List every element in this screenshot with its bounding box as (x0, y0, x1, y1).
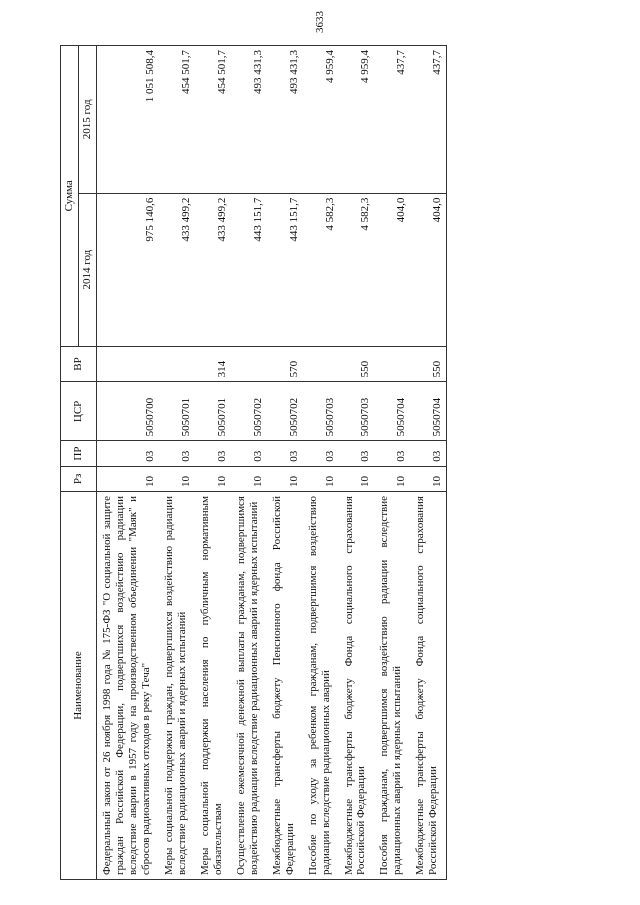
row-csr: 5050704 (374, 382, 410, 441)
row-2014: 433 499,2 (195, 193, 231, 346)
row-name: Межбюджетные трансферты бюджету Фонда социального страхования Российской Федерации (339, 492, 375, 880)
table-row (159, 46, 195, 880)
row-pr: 03 (339, 441, 375, 466)
row-rz: 10 (96, 466, 158, 491)
row-2015: 454 501,7 (195, 46, 231, 194)
row-2014: 443 151,7 (231, 193, 267, 346)
row-2014: 443 151,7 (267, 193, 303, 346)
budget-table (60, 45, 447, 880)
row-2014: 4 582,3 (303, 193, 339, 346)
table-row (374, 46, 410, 880)
row-vr: 570 (267, 346, 303, 382)
row-2014: 975 140,6 (96, 193, 158, 346)
row-2014: 404,0 (410, 193, 446, 346)
row-name: Осуществление ежемесячной денежной выплаты гражданам, подвергшимся воздействию радиации вследствие радиационных аварий и ядерных испытаний (231, 492, 267, 880)
table-row (410, 46, 446, 880)
table-header (61, 46, 97, 880)
row-pr: 03 (159, 441, 195, 466)
row-vr (96, 346, 158, 382)
row-rz: 10 (339, 466, 375, 491)
table-row (195, 46, 231, 880)
row-pr: 03 (303, 441, 339, 466)
header-pr: ПР (61, 441, 97, 466)
row-rz: 10 (303, 466, 339, 491)
row-2014: 404,0 (374, 193, 410, 346)
row-2014: 4 582,3 (339, 193, 375, 346)
row-rz: 10 (374, 466, 410, 491)
row-2015: 1 051 508,4 (96, 46, 158, 194)
header-rz: Рз (61, 466, 97, 491)
row-vr: 550 (339, 346, 375, 382)
row-rz: 10 (231, 466, 267, 491)
row-csr: 5050703 (303, 382, 339, 441)
row-pr: 03 (374, 441, 410, 466)
row-vr (374, 346, 410, 382)
row-vr (303, 346, 339, 382)
header-2015: 2015 год (78, 46, 96, 194)
row-csr: 5050702 (267, 382, 303, 441)
row-2015: 437,7 (374, 46, 410, 194)
row-2015: 437,7 (410, 46, 446, 194)
row-2015: 454 501,7 (159, 46, 195, 194)
row-rz: 10 (410, 466, 446, 491)
row-name: Меры социальной поддержки населения по публичным нормативным обязательствам (195, 492, 231, 880)
row-name: Межбюджетные трансферты бюджету Фонда социального страхования Российской Федерации (410, 492, 446, 880)
header-vr: ВР (61, 346, 97, 382)
row-2014: 433 499,2 (159, 193, 195, 346)
header-csr: ЦСР (61, 382, 97, 441)
row-csr: 5050700 (96, 382, 158, 441)
page-number: 3633 (314, 11, 326, 33)
row-name: Пособия гражданам, подвергшимся воздействию радиации вследствие радиационных аварий и ядерных испытаний (374, 492, 410, 880)
table-row (96, 46, 158, 880)
row-csr: 5050704 (410, 382, 446, 441)
table-body (96, 46, 446, 880)
row-2015: 493 431,3 (231, 46, 267, 194)
row-pr: 03 (267, 441, 303, 466)
row-pr: 03 (410, 441, 446, 466)
row-2015: 493 431,3 (267, 46, 303, 194)
table-row (303, 46, 339, 880)
row-pr: 03 (195, 441, 231, 466)
row-csr: 5050701 (159, 382, 195, 441)
row-csr: 5050703 (339, 382, 375, 441)
row-rz: 10 (267, 466, 303, 491)
table-row (231, 46, 267, 880)
row-vr (159, 346, 195, 382)
row-2015: 4 959,4 (339, 46, 375, 194)
row-pr: 03 (96, 441, 158, 466)
table-row (339, 46, 375, 880)
row-csr: 5050702 (231, 382, 267, 441)
header-sum: Сумма (61, 46, 79, 347)
row-csr: 5050701 (195, 382, 231, 441)
row-pr: 03 (231, 441, 267, 466)
table-row (267, 46, 303, 880)
row-name: Меры социальной поддержки граждан, подвергшихся воздействию радиации вследствие радиационных аварий и ядерных испытаний (159, 492, 195, 880)
row-rz: 10 (159, 466, 195, 491)
row-vr (231, 346, 267, 382)
row-name: Межбюджетные трансферты бюджету Пенсионного фонда Российской Федерации (267, 492, 303, 880)
header-name: Наименование (61, 492, 97, 880)
row-name: Федеральный закон от 26 ноября 1998 года № 175-ФЗ "О социальной защите граждан Российской Федерации, подвергшихся воздействию радиации вследствие аварии в 1957 году на производственном объединении "Маяк" и сбросов радиоактивных отходов в реку Теча" (96, 492, 158, 880)
row-vr: 550 (410, 346, 446, 382)
header-2014: 2014 год (78, 193, 96, 346)
row-vr: 314 (195, 346, 231, 382)
row-rz: 10 (195, 466, 231, 491)
row-name: Пособие по уходу за ребенком гражданам, подвергшимся воздействию радиации вследствие радиационных аварий (303, 492, 339, 880)
row-2015: 4 959,4 (303, 46, 339, 194)
budget-table-page (60, 45, 580, 880)
